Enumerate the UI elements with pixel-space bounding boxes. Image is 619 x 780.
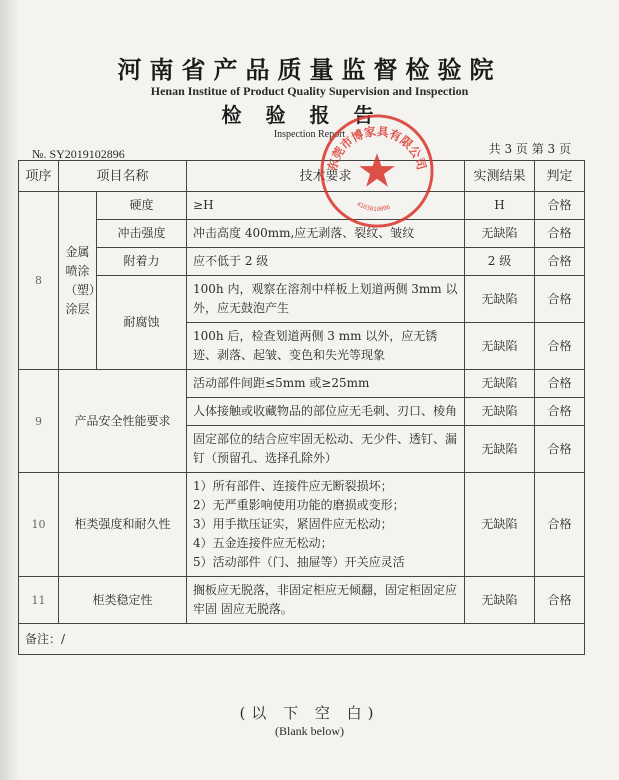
verdict-cell: 合格 <box>535 577 585 624</box>
requirement-cell: 100h 内，观察在溶剂中样板上划道两侧 3mm 以外，应无鼓泡产生 <box>187 276 465 323</box>
seq-cell: 9 <box>19 370 59 473</box>
header-result: 实测结果 <box>465 161 535 192</box>
header-verdict: 判定 <box>535 161 585 192</box>
verdict-cell: 合格 <box>535 276 585 323</box>
result-cell: 无缺陷 <box>465 220 535 248</box>
result-cell: 无缺陷 <box>465 426 535 473</box>
category-cell: 金属喷涂（塑）涂层 <box>59 192 97 370</box>
table-row <box>19 220 585 248</box>
seal-text: 东莞市博家具有限公司 <box>325 124 429 173</box>
seal-number: 4103010006 <box>355 201 392 214</box>
verdict-cell: 合格 <box>535 398 585 426</box>
requirement-line: 2）无严重影响使用功能的磨损或变形； <box>193 498 405 512</box>
table-row <box>19 370 585 398</box>
header-item-name: 项目名称 <box>59 161 187 192</box>
note-row <box>19 624 585 655</box>
note-cell: 备注：/ <box>19 624 585 655</box>
requirement-cell: 100h 后，检查划道两侧 3 mm 以外，应无锈迹、剥落、起皱、变色和失光等现象 <box>187 323 465 370</box>
table-row <box>19 192 585 220</box>
requirement-cell: 应不低于 2 级 <box>187 248 465 276</box>
verdict-cell: 合格 <box>535 370 585 398</box>
page-info: 共 3 页 第 3 页 <box>488 142 571 156</box>
requirement-cell: 搁板应无脱落，非固定柜应无倾翻，固定柜固定应牢固 固应无脱落。 <box>187 577 465 624</box>
requirement-line: 3）用手揿压证实，紧固件应无松动； <box>193 517 393 531</box>
requirement-cell: 活动部件间距≤5mm 或≥25mm <box>187 370 465 398</box>
result-cell: 无缺陷 <box>465 323 535 370</box>
table-row <box>19 248 585 276</box>
item-name-cell: 产品安全性能要求 <box>59 370 187 473</box>
seq-cell: 8 <box>19 192 59 370</box>
result-cell: 无缺陷 <box>465 370 535 398</box>
report-title-en: Inspection Report <box>273 129 346 140</box>
verdict-cell: 合格 <box>535 426 585 473</box>
item-name-cell: 耐腐蚀 <box>97 276 187 370</box>
header-seq: 项序 <box>19 161 59 192</box>
table-row <box>19 577 585 624</box>
result-cell: 无缺陷 <box>465 276 535 323</box>
requirement-line: 1）所有部件、连接件应无断裂损坏； <box>193 479 393 493</box>
verdict-cell: 合格 <box>535 248 585 276</box>
table-header-row <box>19 161 585 192</box>
blank-below-cn: (以 下 空 白) <box>239 704 380 722</box>
result-cell: 无缺陷 <box>465 473 535 577</box>
seq-cell: 11 <box>19 577 59 624</box>
table-row <box>19 473 585 577</box>
table-row <box>19 276 585 323</box>
blank-below-en: (Blank below) <box>275 724 344 738</box>
result-cell: H <box>465 192 535 220</box>
institute-title-cn: 河南省产品质量监督检验院 <box>117 56 502 84</box>
result-cell: 2 级 <box>465 248 535 276</box>
requirement-cell: 冲击高度 400mm,应无剥落、裂纹、皱纹 <box>187 220 465 248</box>
requirement-cell <box>187 473 465 577</box>
requirement-line: 4）五金连接件应无松动； <box>193 536 333 550</box>
report-number: №. SY2019102896 <box>32 147 125 161</box>
requirement-line: 5）活动部件（门、抽屉等）开关应灵活 <box>193 555 405 569</box>
item-name-cell: 附着力 <box>97 248 187 276</box>
verdict-cell: 合格 <box>535 323 585 370</box>
report-title-cn: 检验报告 <box>221 103 398 127</box>
requirement-cell: 固定部位的结合应牢固无松动、无少件、透钉、漏钉（预留孔、选择孔除外） <box>187 426 465 473</box>
item-name-cell: 柜类稳定性 <box>59 577 187 624</box>
item-name-cell: 冲击强度 <box>97 220 187 248</box>
company-seal <box>318 112 436 230</box>
item-name-cell: 硬度 <box>97 192 187 220</box>
verdict-cell: 合格 <box>535 473 585 577</box>
inspection-table <box>18 160 585 655</box>
institute-title-en: Henan Institue of Product Quality Supervision and Inspection <box>150 84 469 98</box>
seq-cell: 10 <box>19 473 59 577</box>
seal-star-icon <box>359 153 394 186</box>
requirement-cell: 人体接触或收藏物品的部位应无毛刺、刃口、棱角 <box>187 398 465 426</box>
requirement-cell: ≥H <box>187 192 465 220</box>
result-cell: 无缺陷 <box>465 398 535 426</box>
verdict-cell: 合格 <box>535 192 585 220</box>
item-name-cell: 柜类强度和耐久性 <box>59 473 187 577</box>
header-requirement: 技术要求 <box>187 161 465 192</box>
verdict-cell: 合格 <box>535 220 585 248</box>
result-cell: 无缺陷 <box>465 577 535 624</box>
